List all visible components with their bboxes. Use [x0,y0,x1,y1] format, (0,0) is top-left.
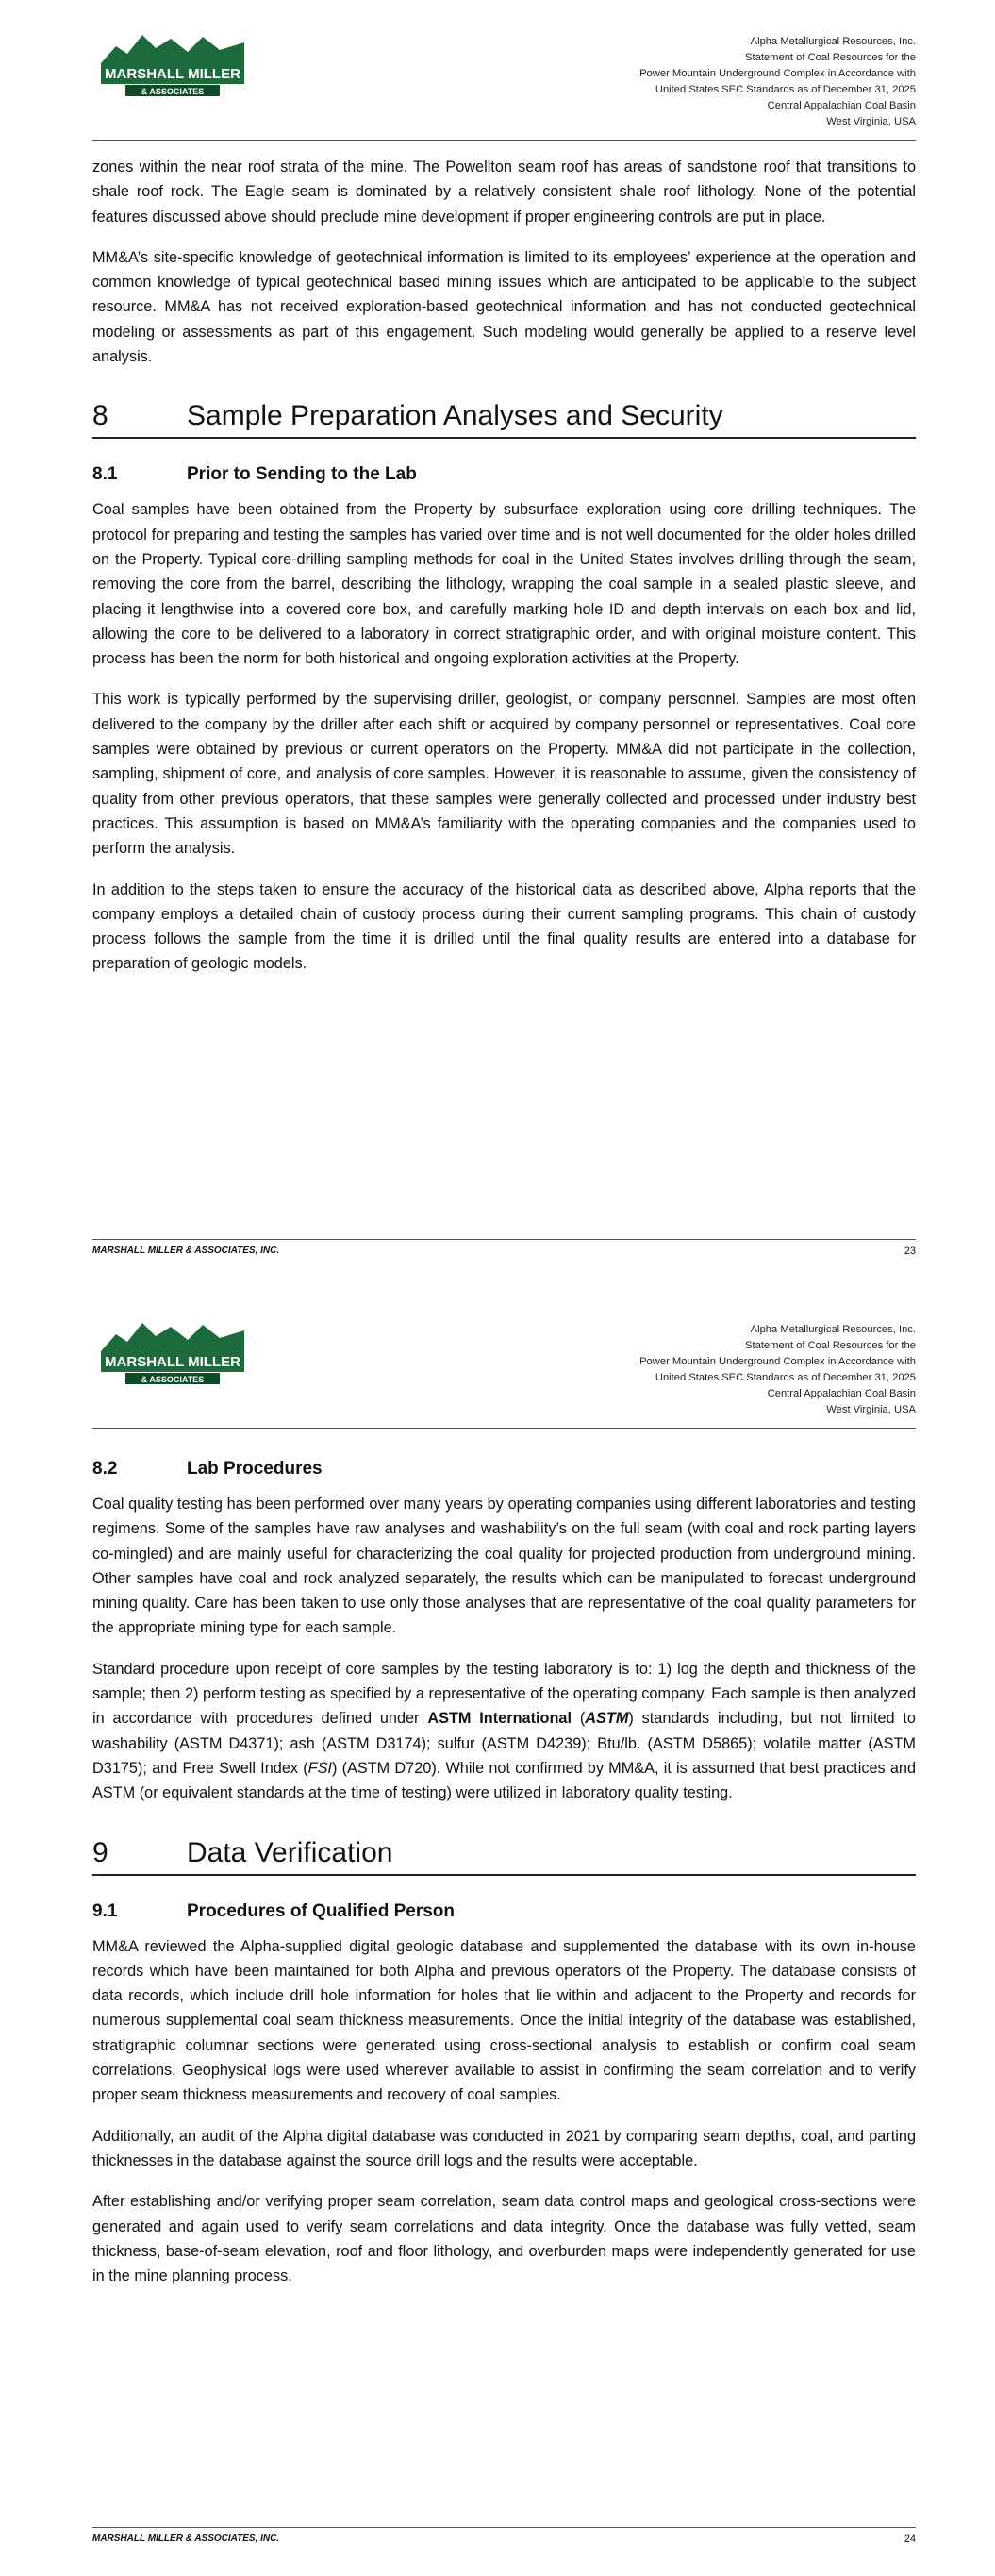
paragraph: This work is typically performed by the supervising driller, geologist, or company personnel. Samples are most often delivered to the company by the driller after each shift or acquired by company personnel or representatives. Coal core samples were obtained by previous or current operators on the Property. MM&A did not participate in the collection, sampling, shipment of core, and analysis of core samples. However, it is reasonable to assume, given the consistency of quality from other previous operators, that these samples were generally collected and processed under industry best practices. This assumption is based on MM&A’s familiarity with the operating companies and the companies used to perform the analysis. [92,691,916,858]
section-number: 9 [92,1836,108,1868]
header-line: Power Mountain Underground Complex in Accordance with [639,68,916,79]
header-line: Central Appalachian Coal Basin [767,1388,916,1399]
page-body [92,1429,916,2288]
company-logo [97,25,248,99]
header-line: Alpha Metallurgical Resources, Inc. [750,1324,916,1335]
subsection-title: Prior to Sending to the Lab [187,464,417,485]
header-line: United States SEC Standards as of December 31, 2025 [655,1372,916,1383]
subsection-number: 8.2 [92,1459,118,1479]
header-line: Alpha Metallurgical Resources, Inc. [750,36,916,47]
header-line: West Virginia, USA [826,116,916,127]
text-run: Standard procedure upon receipt of core samples by the testing laboratory is to: 1) log the depth and thickness of the sample; then 2) perform testing as specified by a representative of the operating company. Each sample is then analyzed in accordance with procedures defined under [92,1660,916,1728]
paragraph: MM&A reviewed the Alpha-supplied digital geologic database and supplemented the database with its own in-house records which have been maintained for both Alpha and previous operators of the Property. The database consists of data records, which include drill hole information for holes that lie within and adjacent to the Property and records for numerous supplemental coal seam thickness measurements. Once the initial integrity of the database was established, stratigraphic columnar sections were generated using cross-sectional analysis to establish or confirm coal seam correlations. Geophysical logs were used wherever available to assist in confirming the seam correlation and to verify proper seam thickness measurements and recovery of coal samples. [92,1937,916,2104]
header-line: Statement of Coal Resources for the [745,52,916,63]
page-header [92,0,916,141]
company-logo [97,1313,248,1387]
paragraph: Coal samples have been obtained from the Property by subsurface exploration using core drilling techniques. The protocol for preparing and testing the samples has varied over time and is not well documented for the older holes drilled on the Property. Typical core-drilling sampling methods for coal in the United States involves drilling through the seam, removing the core from the barrel, describing the lithology, wrapping the coal sample in a sealed plastic sleeve, and placing it lengthwise into a covered core box, and carefully marking hole ID and depth intervals on each box and lid, allowing the core to be delivered to a laboratory in correct stratigraphic order, and with original moisture content. This process has been the norm for both historical and ongoing exploration activities at the Property. [92,501,916,668]
header-title-block [639,34,916,130]
subsection-number: 9.1 [92,1900,118,1921]
paragraph-standards [92,1657,916,1806]
svg-text:MARSHALL MILLER: MARSHALL MILLER [105,1354,240,1370]
subsection-heading [92,1456,916,1482]
paragraph: Additionally, an audit of the Alpha digital database was conducted in 2021 by comparing seam depths, coal, and parting thicknesses in the database against the source drill logs and the results were acceptable. [92,2127,916,2169]
svg-text:& ASSOCIATES: & ASSOCIATES [141,1375,205,1384]
text-run-italic: FSI [307,1759,332,1777]
section-number: 8 [92,400,108,432]
paragraph: zones within the near roof strata of the mine. The Powellton seam roof has areas of sandstone roof that transitions to shale roof rock. The Eagle seam is dominated by a relatively consistent shale roof lithology. None of the potential features discussed above should preclude mine development if proper engineering controls are put in place. [92,159,916,226]
page-24 [0,1288,995,2576]
text-run: ) (ASTM D720). While not confirmed by MM&A, it is assumed that best practices and ASTM (or equivalent standards at the time of testing) were utilized in laboratory quality testing. [92,1759,916,1802]
paragraph: After establishing and/or verifying proper seam correlation, seam data control maps and geological cross-sections were generated and again used to verify seam correlations and data integrity. Once the database was fully vetted, seam thickness, base-of-seam elevation, roof and floor lithology, and overburden maps were independently generated for use in the mine planning process. [92,2193,916,2285]
subsection-number: 8.1 [92,464,118,485]
header-line: United States SEC Standards as of December 31, 2025 [655,84,916,95]
header-line: Power Mountain Underground Complex in Accordance with [639,1356,916,1367]
header-line: Central Appalachian Coal Basin [767,100,916,111]
svg-text:MARSHALL MILLER: MARSHALL MILLER [105,66,240,82]
footer-firm-name: MARSHALL MILLER & ASSOCIATES, INC. [92,2534,280,2544]
subsection-title: Procedures of Qualified Person [187,1900,456,1921]
section-title: Data Verification [187,1836,393,1868]
svg-text:& ASSOCIATES: & ASSOCIATES [141,87,205,96]
header-line: Statement of Coal Resources for the [745,1340,916,1351]
page-footer [92,1239,916,1257]
section-title: Sample Preparation Analyses and Security [187,400,723,432]
page-body [92,141,916,977]
header-title-block [639,1322,916,1418]
paragraph: In addition to the steps taken to ensure the accuracy of the historical data as described above, Alpha reports that the company employs a detailed chain of custody process during their current sampling programs. This chain of custody process follows the sample from the time it is drilled until the final quality results are entered into a database for preparation of geologic models. [92,880,916,973]
paragraph: Coal quality testing has been performed over many years by operating companies using different laboratories and testing regimens. Some of the samples have raw analyses and washability’s on the full seam (with coal and rock parting layers co-mingled) and are mainly useful for characterizing the coal quality for projected production from underground mining. Other samples have coal and rock analyzed separately, the results which can be manipulated to forecast underground mining quality. Care has been taken to use only those analyses that are representative of the coal quality parameters for the appropriate mining type for each sample. [92,1496,916,1637]
page-number: 24 [904,2534,916,2545]
section-heading [92,398,916,439]
subsection-title: Lab Procedures [187,1459,323,1479]
text-run: ( [571,1710,586,1728]
page-footer [92,2527,916,2545]
text-run-bold: ASTM International [427,1710,572,1728]
header-line: West Virginia, USA [826,1404,916,1415]
text-run: ) standards including, but not limited to washability (ASTM D4371); ash (ASTM D3174); sulfur (ASTM D4239); Btu/lb. (ASTM D5865); volatile matter (ASTM D3175); and Free Swell Index ( [92,1710,916,1777]
text-run-bold-italic: ASTM [585,1710,629,1728]
page-header [92,1288,916,1429]
subsection-heading [92,461,916,488]
page-number: 23 [904,1246,916,1257]
section-heading [92,1835,916,1876]
paragraph: MM&A’s site-specific knowledge of geotechnical information is limited to its employees’ experience at the operation and common knowledge of typical geotechnical based mining issues which are anticipated to be applicable to the subject resource. MM&A has not received exploration-based geotechnical information and has not conducted geotechnical modeling or assessments as part of this engagement. Such modeling would generally be applied to a reserve level analysis. [92,248,916,366]
subsection-heading [92,1899,916,1925]
footer-firm-name: MARSHALL MILLER & ASSOCIATES, INC. [92,1246,280,1256]
